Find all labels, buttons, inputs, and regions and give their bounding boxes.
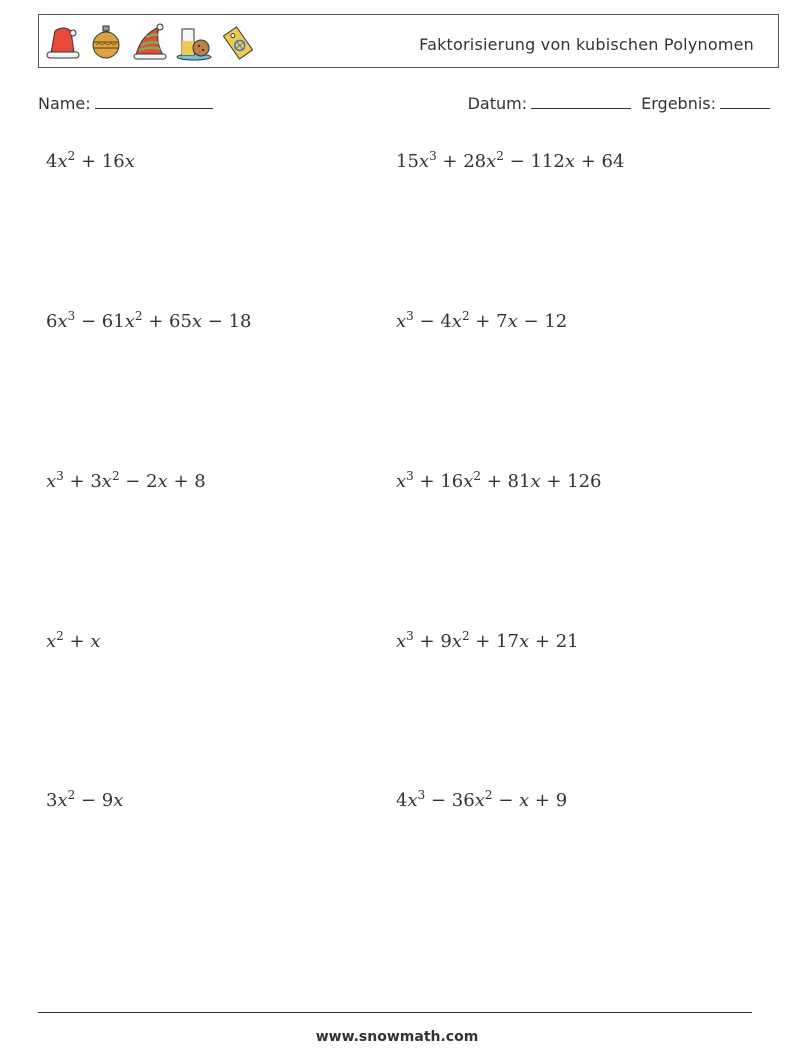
problem-1 bbox=[46, 151, 135, 172]
problem-5 bbox=[46, 471, 206, 492]
term-text: + 8 bbox=[167, 471, 206, 492]
variable: x bbox=[46, 631, 57, 652]
santa-hat-icon bbox=[43, 21, 81, 63]
gift-tag-icon bbox=[219, 21, 257, 63]
term-text: − 61 bbox=[75, 311, 125, 332]
variable: x bbox=[157, 471, 168, 492]
term-text: + 28 bbox=[436, 151, 487, 172]
variable: x bbox=[46, 471, 57, 492]
exponent: 3 bbox=[417, 788, 426, 802]
date-score-fields bbox=[468, 94, 770, 113]
striped-elf-hat-icon bbox=[131, 21, 169, 63]
term-text: + 17 bbox=[469, 631, 520, 652]
exponent: 2 bbox=[56, 629, 64, 643]
variable: x bbox=[507, 311, 518, 332]
term-text: 4 bbox=[396, 790, 408, 811]
problem-10 bbox=[396, 790, 567, 811]
variable: x bbox=[57, 790, 68, 811]
exponent: 2 bbox=[67, 788, 76, 802]
footer-url[interactable]: www.snowmath.com bbox=[315, 1029, 479, 1045]
term-text: 3 bbox=[46, 790, 58, 811]
exponent: 2 bbox=[473, 469, 482, 483]
term-text: + bbox=[63, 631, 91, 652]
exponent: 3 bbox=[406, 469, 414, 483]
term-text: − 112 bbox=[503, 151, 565, 172]
variable: x bbox=[486, 151, 497, 172]
decoration-icons bbox=[43, 21, 257, 63]
term-text: 4 bbox=[46, 151, 58, 172]
term-text: + 3 bbox=[63, 471, 102, 492]
term-text: + 65 bbox=[142, 311, 192, 332]
name-label: Name: bbox=[38, 94, 91, 113]
problem-9 bbox=[46, 790, 123, 811]
variable: x bbox=[530, 471, 541, 492]
term-text: + 7 bbox=[469, 311, 508, 332]
problem-7 bbox=[46, 631, 100, 652]
exponent: 2 bbox=[67, 149, 76, 163]
variable: x bbox=[407, 790, 418, 811]
footer-divider bbox=[38, 1012, 752, 1013]
variable: x bbox=[451, 631, 462, 652]
exponent: 2 bbox=[111, 469, 120, 483]
exponent: 3 bbox=[67, 309, 76, 323]
term-text: + 126 bbox=[540, 471, 602, 492]
problem-2 bbox=[396, 151, 624, 172]
variable: x bbox=[564, 151, 575, 172]
worksheet-title: Faktorisierung von kubischen Polynomen bbox=[419, 35, 754, 54]
term-text: 6 bbox=[46, 311, 58, 332]
name-field bbox=[38, 94, 213, 113]
exponent: 2 bbox=[484, 788, 493, 802]
date-label: Datum: bbox=[467, 94, 528, 113]
exponent: 2 bbox=[134, 309, 143, 323]
variable: x bbox=[451, 311, 462, 332]
problem-8 bbox=[396, 631, 579, 652]
term-text: − 4 bbox=[413, 311, 452, 332]
term-text: − 12 bbox=[517, 311, 568, 332]
variable: x bbox=[101, 471, 112, 492]
variable: x bbox=[57, 151, 68, 172]
variable: x bbox=[519, 631, 530, 652]
exponent: 2 bbox=[461, 309, 470, 323]
variable: x bbox=[474, 790, 485, 811]
exponent: 2 bbox=[496, 149, 504, 163]
exponent: 3 bbox=[406, 309, 414, 323]
term-text: − 2 bbox=[119, 471, 158, 492]
term-text: − bbox=[492, 790, 520, 811]
term-text: + 16 bbox=[75, 151, 125, 172]
variable: x bbox=[57, 311, 68, 332]
term-text: + 16 bbox=[413, 471, 464, 492]
term-text: − 18 bbox=[202, 311, 252, 332]
variable: x bbox=[191, 311, 203, 332]
variable: x bbox=[396, 471, 407, 492]
variable: x bbox=[124, 311, 135, 332]
date-blank[interactable] bbox=[531, 95, 631, 109]
variable: x bbox=[396, 631, 407, 652]
exponent: 3 bbox=[406, 629, 414, 643]
variable: x bbox=[124, 151, 135, 172]
term-text: + 9 bbox=[529, 790, 568, 811]
variable: x bbox=[113, 790, 124, 811]
term-text: + 9 bbox=[413, 631, 452, 652]
term-text: + 21 bbox=[529, 631, 579, 652]
score-label: Ergebnis: bbox=[641, 94, 716, 113]
exponent: 3 bbox=[429, 149, 437, 163]
term-text: + 81 bbox=[481, 471, 531, 492]
term-text: + 64 bbox=[574, 151, 625, 172]
variable: x bbox=[396, 311, 407, 332]
exponent: 3 bbox=[56, 469, 64, 483]
problem-3 bbox=[46, 311, 252, 332]
variable: x bbox=[463, 471, 474, 492]
problem-6 bbox=[396, 471, 602, 492]
variable: x bbox=[519, 790, 530, 811]
problem-4 bbox=[396, 311, 567, 332]
milk-and-cookie-icon bbox=[175, 21, 213, 63]
term-text: − 9 bbox=[75, 790, 114, 811]
score-blank[interactable] bbox=[720, 95, 770, 109]
term-text: − 36 bbox=[425, 790, 475, 811]
term-text: 15 bbox=[396, 151, 419, 172]
variable: x bbox=[90, 631, 101, 652]
worksheet-header bbox=[38, 14, 779, 68]
variable: x bbox=[418, 151, 430, 172]
exponent: 2 bbox=[461, 629, 470, 643]
name-blank[interactable] bbox=[95, 95, 213, 109]
ornament-ball-icon bbox=[87, 21, 125, 63]
